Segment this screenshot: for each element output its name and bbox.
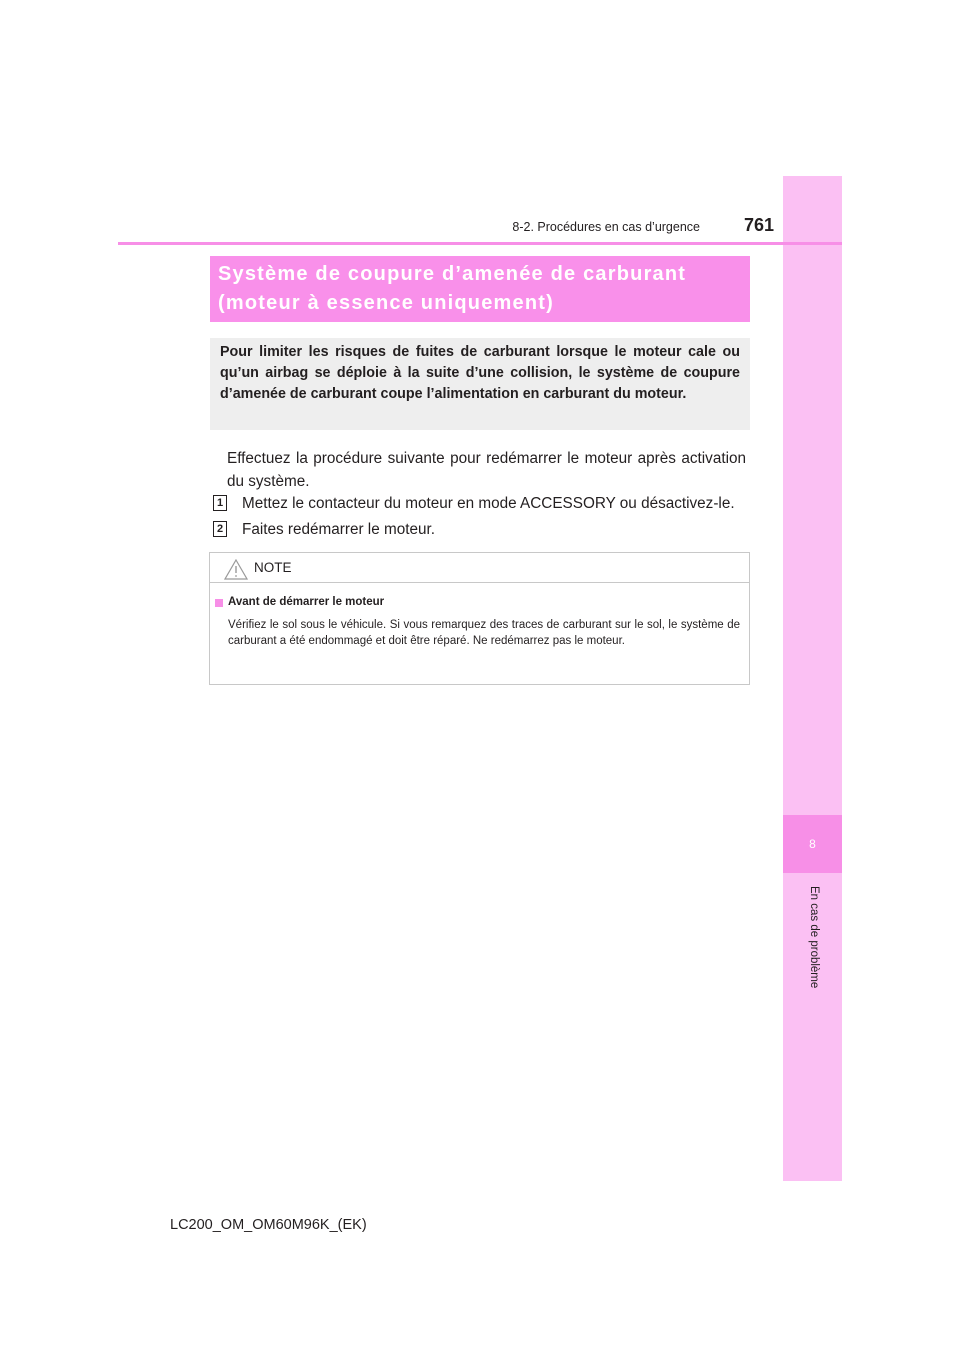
header-divider xyxy=(118,242,842,245)
step-number-badge: 1 xyxy=(213,495,227,511)
warning-triangle-icon xyxy=(224,559,248,580)
note-text: Vérifiez le sol sous le véhicule. Si vous remarquez des traces de carburant sur le sol, le système de carburant a été endommagé et doit être réparé. Ne redémarrez pas le moteur. xyxy=(228,619,740,647)
step-text: Mettez le contacteur du moteur en mode ACCESSORY ou désactivez-le. xyxy=(242,495,735,512)
chapter-side-tab xyxy=(783,176,842,1181)
step-text: Faites redémarrer le moteur. xyxy=(242,521,435,538)
note-header xyxy=(210,553,749,583)
step-number-badge: 2 xyxy=(213,521,227,537)
page-title-line-2: (moteur à essence uniquement) xyxy=(218,292,554,314)
chapter-title-text: En cas de problème xyxy=(808,885,820,989)
body-paragraph: Effectuez la procédure suivante pour redémarrer le moteur après activation du système. xyxy=(227,450,746,490)
note-label: NOTE xyxy=(254,560,292,575)
note-heading: Avant de démarrer le moteur xyxy=(228,596,385,608)
intro-summary: Pour limiter les risques de fuites de carburant lorsque le moteur cale ou qu’un airbag se déploie à la suite d’une collision, le système de coupure d’amenée de carburant coupe l’alimentation en carburant du moteur. xyxy=(210,338,750,430)
page-title-line-1: Système de coupure d’amenée de carburant xyxy=(218,263,687,285)
page-title xyxy=(210,256,750,322)
section-heading: 8-2. Procédures en cas d’urgence xyxy=(512,220,700,234)
chapter-title-vertical xyxy=(784,882,844,992)
step-1 xyxy=(213,494,753,514)
step-2 xyxy=(213,520,753,540)
square-bullet-icon xyxy=(215,599,223,607)
document-code-footer: LC200_OM_OM60M96K_(EK) xyxy=(170,1217,367,1233)
chapter-number: 8 xyxy=(783,815,842,873)
note-box xyxy=(209,552,750,685)
page-number: 761 xyxy=(743,215,774,235)
